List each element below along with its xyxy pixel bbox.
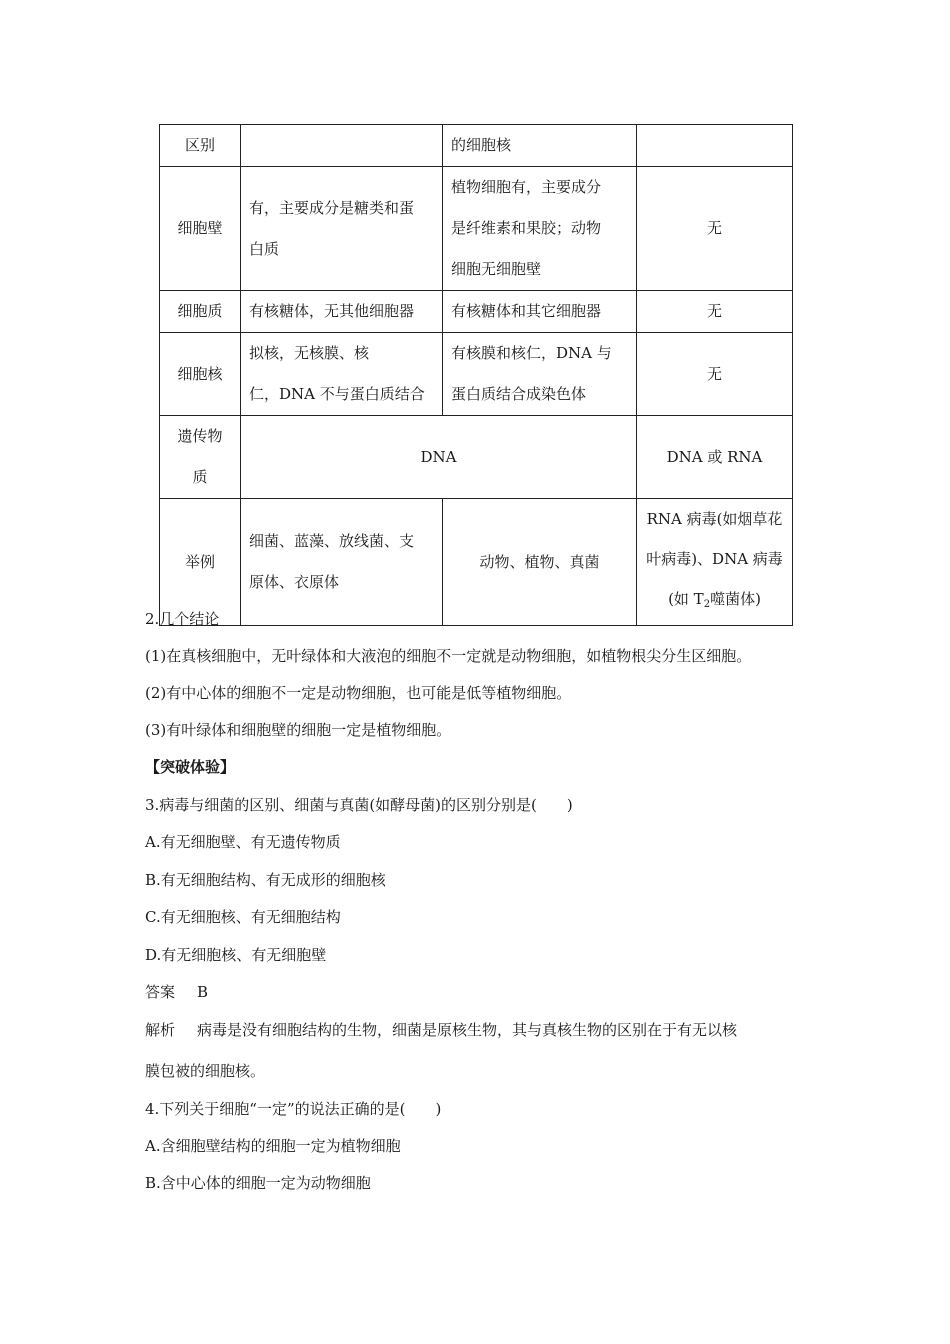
- table-row: [160, 416, 793, 499]
- cell-line: 蛋白质结合成染色体: [451, 385, 587, 403]
- table-row: [160, 291, 793, 333]
- cell-line: 细菌、蓝藻、放线菌、支: [249, 532, 415, 550]
- section-heading: 2.几个结论: [145, 610, 220, 628]
- cell-line: 有核膜和核仁，DNA 与: [451, 344, 612, 362]
- cell-line: 是纤维素和果胶；动物: [451, 219, 602, 237]
- row-header: 细胞壁: [160, 167, 241, 291]
- cell-line: 叶病毒)、DNA 病毒: [646, 550, 783, 568]
- section-heading: 【突破体验】: [145, 758, 236, 776]
- question-stem: 4.下列关于细胞“一定”的说法正确的是( ): [145, 1100, 442, 1118]
- analysis-line: [145, 1020, 737, 1040]
- prokaryote-cell: [241, 499, 443, 626]
- prokaryote-cell: 有核糖体，无其他细胞器: [241, 291, 443, 333]
- option-a: A.有无细胞壁、有无遗传物质: [145, 833, 341, 851]
- prokaryote-cell: [241, 125, 443, 167]
- table-row: [160, 167, 793, 291]
- analysis-text-cont: 膜包被的细胞核。: [145, 1062, 266, 1080]
- virus-cell: [637, 125, 793, 167]
- cell-line: 原体、衣原体: [249, 573, 340, 591]
- analysis-label: 解析: [145, 1021, 176, 1039]
- cell-line: 仁，DNA 不与蛋白质结合: [249, 385, 425, 403]
- answer-value: B: [197, 983, 209, 1001]
- table-row: [160, 499, 793, 626]
- eukaryote-cell: 动物、植物、真菌: [443, 499, 637, 626]
- option-c: C.有无细胞核、有无细胞结构: [145, 908, 341, 926]
- cell-line: [643, 579, 786, 625]
- option-d: D.有无细胞核、有无细胞壁: [145, 946, 327, 964]
- prokaryote-cell: [241, 333, 443, 416]
- cell-line: 细胞无细胞壁: [451, 260, 542, 278]
- cell-line: 有，主要成分是糖类和蛋: [249, 198, 415, 217]
- cells-genetic-material: DNA: [241, 416, 637, 499]
- prokaryote-cell: [241, 167, 443, 291]
- eukaryote-cell: [443, 333, 637, 416]
- row-header: [160, 416, 241, 499]
- option-b: B.有无细胞结构、有无成形的细胞核: [145, 871, 386, 889]
- answer-line: [145, 982, 208, 1002]
- conclusion-3: (3)有叶绿体和细胞壁的细胞一定是植物细胞。: [145, 721, 452, 739]
- question-stem: 3.病毒与细菌的区别、细菌与真菌(如酵母菌)的区别分别是( ): [145, 796, 573, 814]
- cell-line: 质: [192, 468, 208, 486]
- row-header: 举例: [160, 499, 241, 626]
- table-row: [160, 333, 793, 416]
- cell-line: 白质: [249, 239, 280, 258]
- row-header: 细胞质: [160, 291, 241, 333]
- cell-line: 遗传物: [177, 427, 223, 445]
- virus-cell: 无: [637, 333, 793, 416]
- answer-label: 答案: [145, 983, 176, 1001]
- cell-line: 植物细胞有，主要成分: [451, 178, 602, 196]
- text-run: 噬菌体): [710, 590, 761, 608]
- conclusion-1: (1)在真核细胞中，无叶绿体和大液泡的细胞不一定就是动物细胞，如植物根尖分生区细胞。: [145, 647, 752, 665]
- analysis-text: 病毒是没有细胞结构的生物，细菌是原核生物，其与真核生物的区别在于有无以核: [197, 1021, 738, 1039]
- cell-line: RNA 病毒(如烟草花: [646, 510, 783, 528]
- row-header: 细胞核: [160, 333, 241, 416]
- cell-line: 拟核，无核膜、核: [249, 344, 370, 362]
- eukaryote-cell: [443, 167, 637, 291]
- conclusion-2: (2)有中心体的细胞不一定是动物细胞，也可能是低等植物细胞。: [145, 684, 572, 702]
- option-b: B.含中心体的细胞一定为动物细胞: [145, 1174, 371, 1192]
- virus-cell: 无: [637, 291, 793, 333]
- table-row: [160, 125, 793, 167]
- virus-cell: [637, 499, 793, 626]
- comparison-table: [159, 124, 793, 626]
- virus-cell: 无: [637, 167, 793, 291]
- text-run: (如 T: [668, 590, 704, 608]
- eukaryote-cell: 有核糖体和其它细胞器: [443, 291, 637, 333]
- option-a: A.含细胞壁结构的细胞一定为植物细胞: [145, 1137, 401, 1155]
- virus-cell: DNA 或 RNA: [637, 416, 793, 499]
- subscript: 2: [703, 599, 711, 610]
- eukaryote-cell: 的细胞核: [443, 125, 637, 167]
- row-header: 区别: [160, 125, 241, 167]
